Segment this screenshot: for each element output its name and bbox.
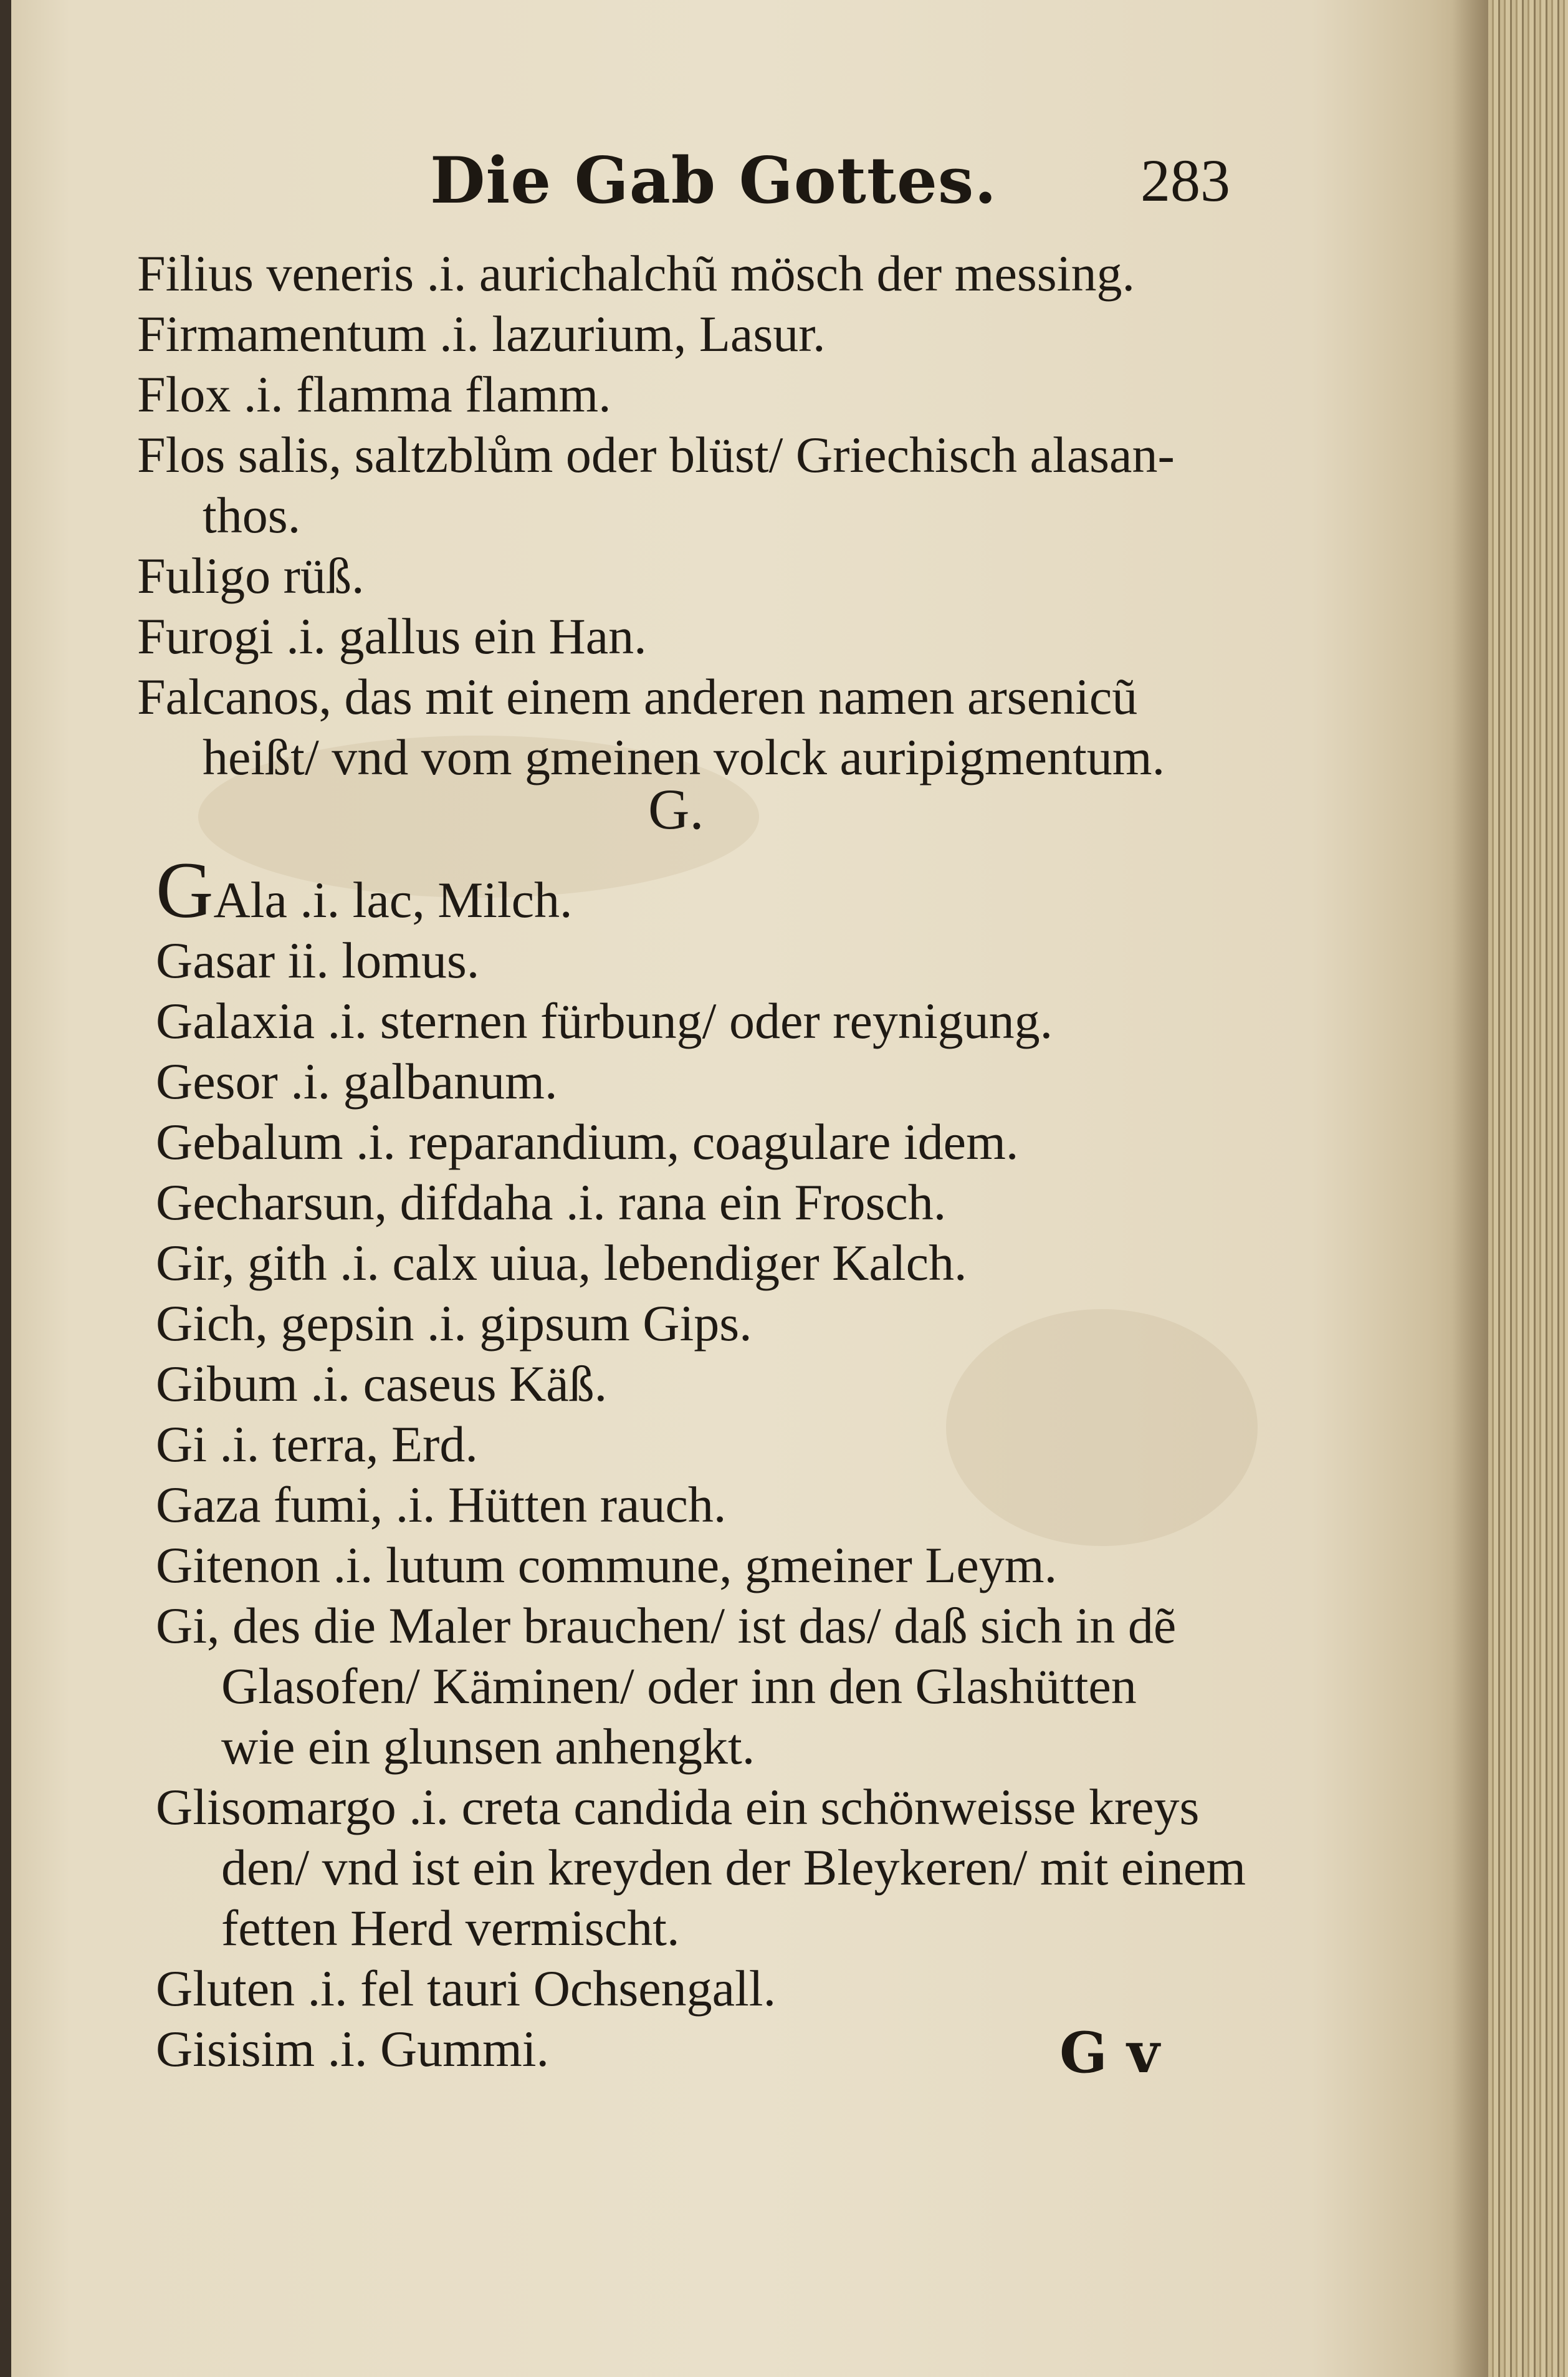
entry-line <box>156 1051 1321 1112</box>
entry-text: fetten Herd vermischt. <box>221 1899 680 1956</box>
entry-text: Gich, gepsin .i. gipsum Gips. <box>156 1295 752 1352</box>
section-letter: G. <box>648 777 704 841</box>
entry-text: thos. <box>203 487 301 544</box>
entries-f <box>137 243 1303 787</box>
entry-line <box>156 1232 1321 1293</box>
entry-text: Gi .i. terra, Erd. <box>156 1416 478 1472</box>
entry-line <box>137 727 1303 787</box>
entry-text: Gi, des die Maler brauchen/ ist das/ daß sich in dẽ <box>156 1597 1177 1654</box>
drop-cap: G <box>156 846 214 934</box>
entry-text: Gaza fumi, .i. Hütten rauch. <box>156 1476 727 1533</box>
entry-text: Ala .i. lac, Milch. <box>213 872 573 928</box>
entry-line <box>137 243 1303 304</box>
entry-text: Furogi .i. gallus ein Han. <box>137 608 647 665</box>
entry-text: Galaxia .i. sternen fürbung/ oder reynigung. <box>156 992 1053 1049</box>
entry-text: Gisisim .i. Gummi. <box>156 2020 550 2077</box>
entry-text: wie ein glunsen anhengkt. <box>221 1718 755 1775</box>
entry-text: Glasofen/ Käminen/ oder inn den Glashütten <box>221 1658 1137 1714</box>
entry-line <box>156 1656 1321 1716</box>
entry-text: Fuligo rüß. <box>137 547 365 604</box>
entry-text: Glisomargo .i. creta candida ein schönweisse kreys <box>156 1779 1200 1835</box>
entry-text: Gibum .i. caseus Käß. <box>156 1355 608 1412</box>
running-head: Die Gab Gottes. <box>430 143 997 218</box>
entry-text: Gir, gith .i. calx uiua, lebendiger Kalch. <box>156 1234 967 1291</box>
entry-line <box>156 1716 1321 1777</box>
page-number: 283 <box>1140 147 1230 214</box>
entry-text: Gebalum .i. reparandium, coagulare idem. <box>156 1113 1019 1170</box>
entry-line <box>156 1474 1321 1535</box>
entry-line <box>156 1172 1321 1232</box>
entry-line <box>156 1353 1321 1414</box>
entry-line <box>156 1837 1321 1898</box>
page-edges <box>1488 0 1568 2377</box>
entry-text: den/ vnd ist ein kreyden der Bleykeren/ mit einem <box>221 1839 1246 1896</box>
entry-line <box>137 304 1303 364</box>
entry-text: Gluten .i. fel tauri Ochsengall. <box>156 1960 777 2017</box>
entry-line <box>156 1958 1321 2019</box>
entry-line <box>156 1777 1321 1837</box>
entry-line <box>156 846 1321 934</box>
page-header <box>0 143 1568 224</box>
entry-line <box>137 666 1303 727</box>
entry-text: Gasar ii. lomus. <box>156 932 480 989</box>
entry-line <box>156 1112 1321 1172</box>
entry-line <box>156 1898 1321 1958</box>
entry-text: Gitenon .i. lutum commune, gmeiner Leym. <box>156 1537 1058 1593</box>
entry-line <box>137 545 1303 606</box>
entry-line <box>156 1595 1321 1656</box>
entry-text: Gecharsun, difdaha .i. rana ein Frosch. <box>156 1174 947 1231</box>
entry-line <box>156 1535 1321 1595</box>
entry-line <box>137 425 1303 485</box>
entry-text: heißt/ vnd vom gmeinen volck auripigmentum. <box>203 729 1165 785</box>
entry-text: Flox .i. flamma flamm. <box>137 366 611 423</box>
catchword: G v <box>1059 2020 1160 2086</box>
entry-line <box>137 606 1303 666</box>
entry-text: Falcanos, das mit einem anderen namen arsenicũ <box>137 668 1138 725</box>
entry-text: Firmamentum .i. lazurium, Lasur. <box>137 305 826 362</box>
entry-text: Flos salis, saltzblům oder blüst/ Griechisch alasan- <box>137 426 1175 483</box>
entries-g <box>156 846 1321 2079</box>
entry-line <box>137 485 1303 545</box>
entry-line <box>156 1293 1321 1353</box>
entry-text: Filius veneris .i. aurichalchũ mösch der messing. <box>137 245 1135 302</box>
entry-line <box>156 1414 1321 1474</box>
entry-line <box>137 364 1303 425</box>
entry-line <box>156 930 1321 991</box>
entry-line <box>156 991 1321 1051</box>
entry-text: Gesor .i. galbanum. <box>156 1053 558 1110</box>
